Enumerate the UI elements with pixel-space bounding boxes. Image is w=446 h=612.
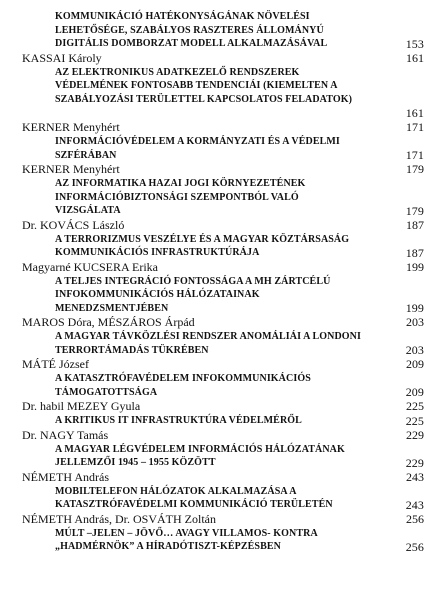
title-line: MÚLT –JELEN – JÖVŐ… AVAGY VILLAMOS- KONTRA xyxy=(55,527,318,539)
toc-entry xyxy=(22,357,424,399)
author-name: NÉMETH András xyxy=(22,469,109,484)
title-page-number: 153 xyxy=(405,36,424,51)
title-page-number: 171 xyxy=(405,148,424,162)
title-line: A MAGYAR LÉGVÉDELEM INFORMÁCIÓS HÁLÓZATÁNAK xyxy=(55,443,345,455)
title-page-number: 256 xyxy=(405,539,424,554)
author-page-number: 225 xyxy=(406,399,424,413)
author-page-number: 229 xyxy=(406,427,424,442)
title-line: A MAGYAR TÁVKÖZLÉSI RENDSZER ANOMÁLIÁI A LONDONI xyxy=(55,331,361,342)
title-page-number: 161 xyxy=(405,106,424,120)
entry-author xyxy=(22,260,424,275)
title-page-number: 199 xyxy=(405,301,424,315)
title-line: KOMMUNIKÁCIÓS INFRASTRUKTÚRÁJA xyxy=(55,247,260,258)
toc-entry xyxy=(22,218,424,260)
title-line: KOMMUNIKÁCIÓ HATÉKONYSÁGÁNAK NÖVELÉSI xyxy=(55,11,310,22)
toc-entry xyxy=(22,51,424,121)
title-page-number: 225 xyxy=(405,413,424,428)
title-line: DIGITÁLIS DOMBORZAT MODELL ALKALMAZÁSÁVAL xyxy=(55,38,328,49)
entry-title xyxy=(22,443,424,470)
entry-title xyxy=(22,10,424,51)
toc-entry xyxy=(22,428,424,470)
author-page-number: 243 xyxy=(406,469,424,484)
entry-author xyxy=(22,315,424,330)
author-page-number: 203 xyxy=(406,315,424,329)
title-line: A KRITIKUS IT INFRASTRUKTÚRA VÉDELMÉRŐL xyxy=(55,415,302,426)
author-name: Dr. NAGY Tamás xyxy=(22,427,109,442)
author-name: KERNER Menyhért xyxy=(22,120,120,134)
entry-author xyxy=(22,162,424,177)
toc-entry xyxy=(22,120,424,162)
title-line: „HADMÉRNÖK” A HÍRADÓTISZT-KÉPZÉSBEN xyxy=(55,541,281,552)
title-line: KATASZTRÓFAVÉDELMI KOMMUNIKÁCIÓ TERÜLETÉN xyxy=(55,499,333,510)
author-name: Magyarné KUCSERA Erika xyxy=(22,259,158,274)
entry-author xyxy=(22,51,424,66)
toc-entry xyxy=(22,10,424,51)
title-line: SZFÉRÁBAN xyxy=(55,149,117,161)
entry-title xyxy=(22,135,424,162)
title-line: VÉDELMÉNEK FONTOSABB TENDENCIÁI (KIEMELTEN A xyxy=(55,80,338,91)
entry-title xyxy=(22,330,424,357)
author-name: MAROS Dóra, MÉSZÁROS Árpád xyxy=(22,315,195,329)
entry-title xyxy=(22,414,424,428)
title-page-number: 187 xyxy=(405,245,424,260)
entry-author xyxy=(22,470,424,485)
title-line: TÁMOGATOTTSÁGA xyxy=(55,386,158,398)
entry-author xyxy=(22,428,424,443)
author-name: Dr. KOVÁCS László xyxy=(22,217,125,232)
entry-author xyxy=(22,512,424,527)
title-line: LEHETŐSÉGE, SZABÁLYOS RASZTERES ÁLLOMÁNYÚ xyxy=(55,24,324,36)
author-name: KASSAI Károly xyxy=(22,50,102,65)
title-line: A TERRORIZMUS VESZÉLYE ÉS A MAGYAR KÖZTÁRSASÁG xyxy=(55,233,350,245)
entry-title xyxy=(22,233,424,260)
title-line: JELLEMZŐI 1945 – 1955 KÖZÖTT xyxy=(55,457,216,468)
toc-entry xyxy=(22,512,424,554)
entry-title xyxy=(22,527,424,554)
entry-author xyxy=(22,357,424,372)
title-line: AZ ELEKTRONIKUS ADATKEZELŐ RENDSZEREK xyxy=(55,66,300,78)
title-line: SZABÁLYOZÁSI TERÜLETTEL KAPCSOLATOS FELADATOK) xyxy=(55,93,353,105)
title-page-number: 203 xyxy=(405,343,424,357)
entry-title xyxy=(22,485,424,512)
title-page-number: 243 xyxy=(405,497,424,512)
entry-title xyxy=(22,275,424,316)
title-page-number: 229 xyxy=(405,455,424,470)
title-line: MENEDZSMENTJÉBEN xyxy=(55,302,169,314)
title-line: AZ INFORMATIKA HAZAI JOGI KÖRNYEZETÉNEK xyxy=(55,178,306,189)
title-line: INFORMÁCIÓBIZTONSÁGI SZEMPONTBÓL VALÓ xyxy=(55,191,299,203)
title-line: VIZSGÁLATA xyxy=(55,205,121,216)
title-page-number: 179 xyxy=(405,203,424,218)
author-name: MÁTÉ József xyxy=(22,357,89,371)
author-name: KERNER Menyhért xyxy=(22,162,120,176)
title-line: MOBILTELEFON HÁLÓZATOK ALKALMAZÁSA A xyxy=(55,485,297,497)
toc-entry xyxy=(22,162,424,218)
title-line: INFORMÁCIÓVÉDELEM A KORMÁNYZATI ÉS A VÉDELMI xyxy=(55,136,340,147)
title-page-number: 209 xyxy=(405,385,424,399)
title-line: A TELJES INTEGRÁCIÓ FONTOSSÁGA A MH ZÁRTCÉLÚ xyxy=(55,275,331,287)
entry-author xyxy=(22,399,424,414)
entry-author xyxy=(22,120,424,135)
toc-entry xyxy=(22,470,424,512)
author-page-number: 199 xyxy=(406,259,424,274)
toc-entry xyxy=(22,315,424,357)
entry-title xyxy=(22,177,424,218)
author-page-number: 171 xyxy=(406,120,424,134)
toc-entry xyxy=(22,260,424,316)
title-line: INFOKOMMUNIKÁCIÓS HÁLÓZATAINAK xyxy=(55,289,260,300)
entry-author xyxy=(22,218,424,233)
title-line: A KATASZTRÓFAVÉDELEM INFOKOMMUNIKÁCIÓS xyxy=(55,373,311,384)
table-of-contents xyxy=(22,10,424,554)
author-page-number: 161 xyxy=(406,50,424,65)
author-page-number: 179 xyxy=(406,162,424,176)
author-page-number: 209 xyxy=(406,357,424,371)
toc-entry xyxy=(22,399,424,428)
entry-title xyxy=(22,66,424,121)
author-name: NÉMETH András, Dr. OSVÁTH Zoltán xyxy=(22,511,216,526)
title-line: TERRORTÁMADÁS TÜKRÉBEN xyxy=(55,344,209,356)
author-name: Dr. habil MEZEY Gyula xyxy=(22,399,141,413)
author-page-number: 187 xyxy=(406,217,424,232)
author-page-number: 256 xyxy=(406,511,424,526)
entry-title xyxy=(22,372,424,399)
